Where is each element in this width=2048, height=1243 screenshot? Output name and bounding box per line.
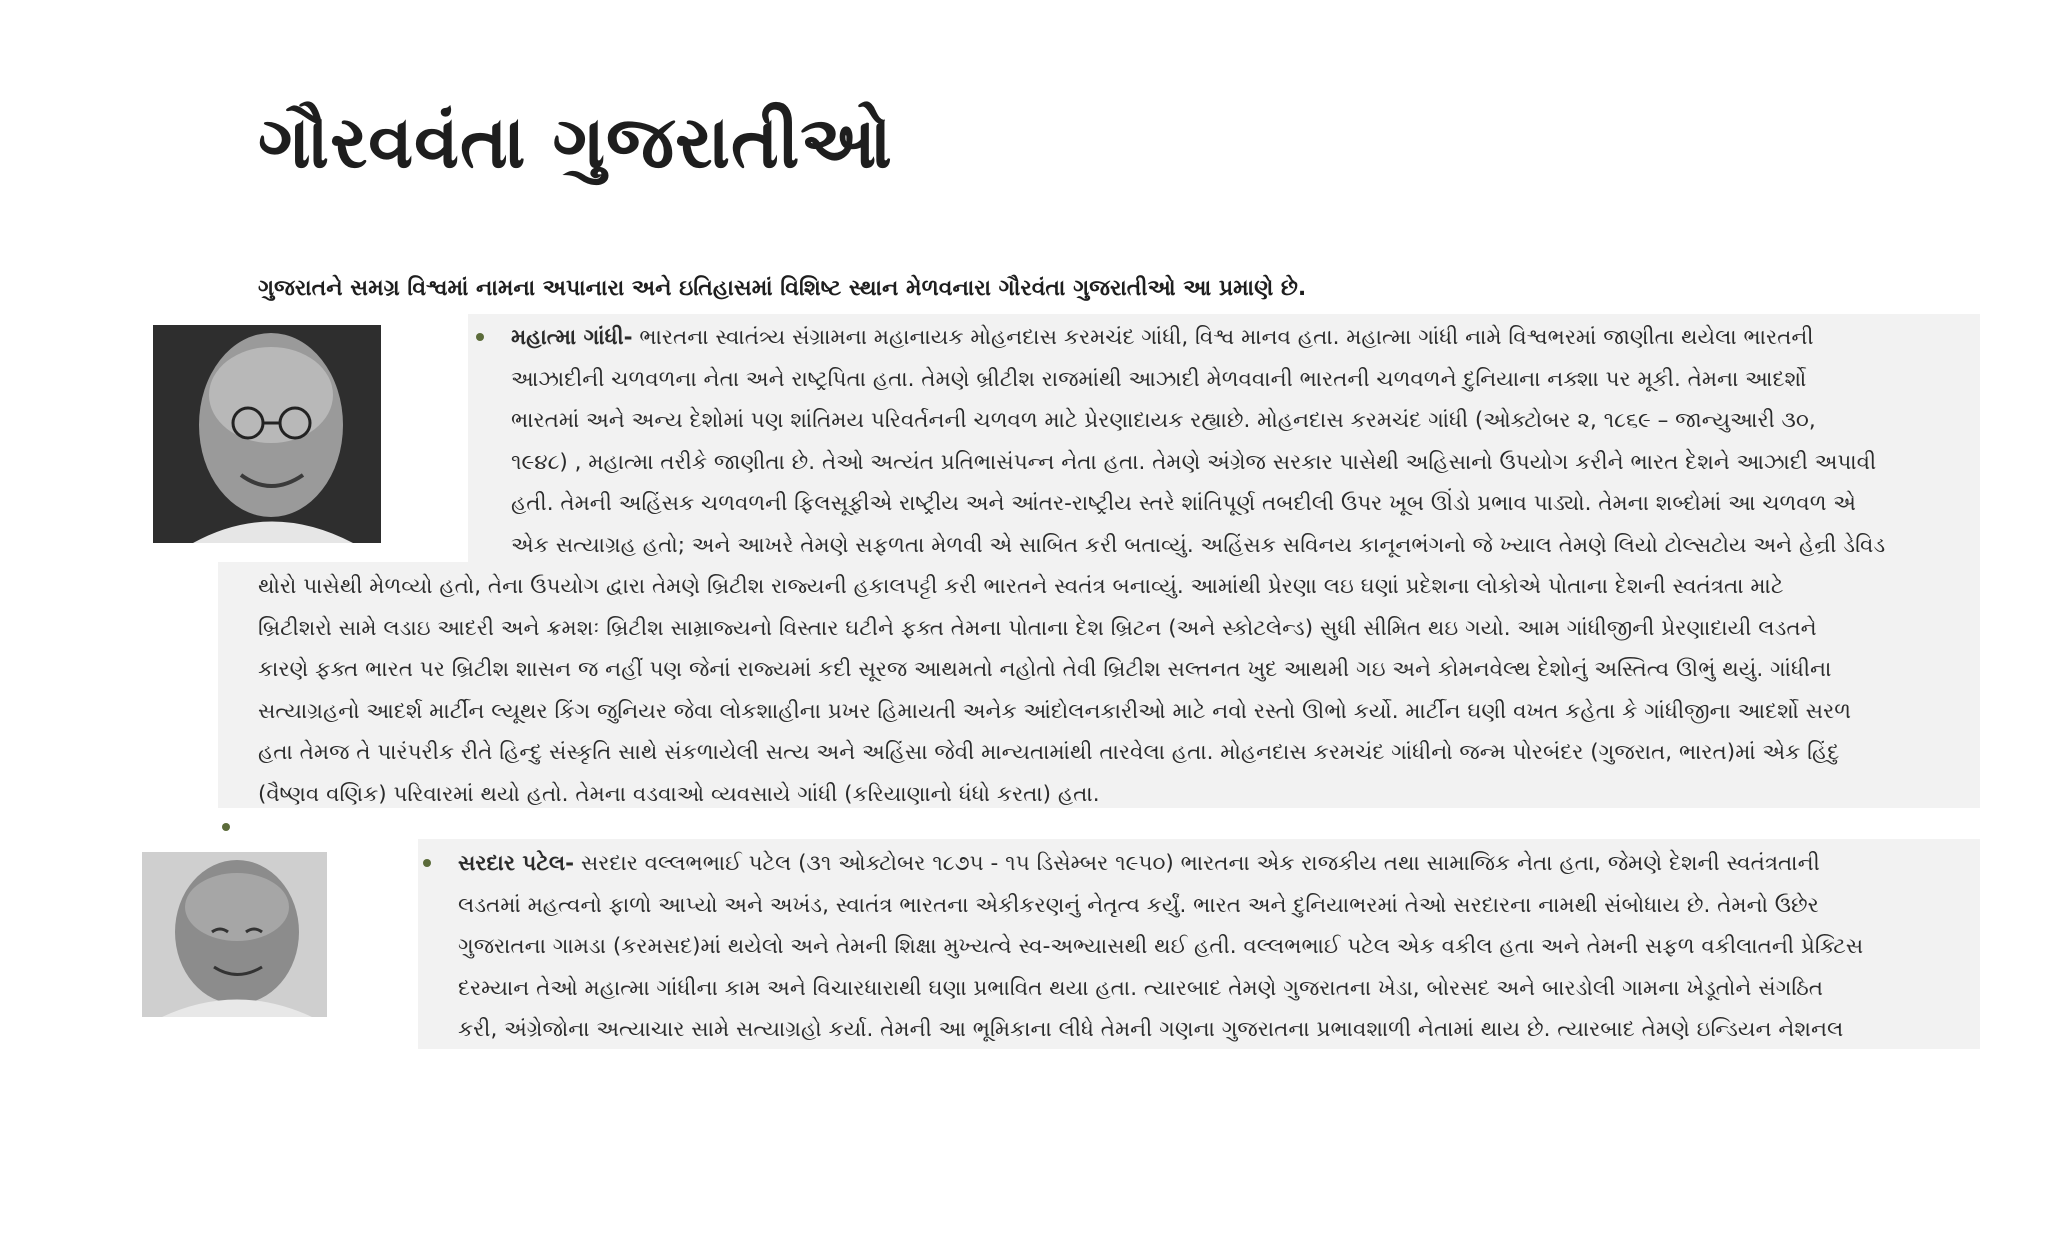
bullet-empty xyxy=(222,823,230,831)
patel-portrait-illustration xyxy=(142,852,327,1017)
gandhi-line: ભારતમાં અને અન્ય દેશોમાં પણ શાંતિમય પરિવર્તનની ચળવળ માટે પ્રેરણાદાયક રહ્યાછે. મોહનદાસ કરમચંદ ગાંધી (ઓક્ટોબર ૨, ૧૮૬૯ – જાન્યુઆરી ૩૦, xyxy=(511,408,1816,433)
gandhi-line: હતા તેમજ તે પારંપરીક રીતે હિન્દુ સંસ્કૃતિ સાથે સંકળાયેલી સત્ય અને અહિંસા જેવી માન્યતામાંથી તારવેલા હતા. મોહનદાસ કરમચંદ ગાંધીનો જન્મ પોરબંદર (ગુજરાત, ભારત)માં એક હિંદુ xyxy=(258,740,1840,765)
patel-line: ગુજરાતના ગામડા (કરમસદ)માં થયેલો અને તેમની શિક્ષા મુખ્યત્વે સ્વ-અભ્યાસથી થઈ હતી. વલ્લભભાઈ પટેલ એક વકીલ હતા અને તેમની સફળ વકીલાતની પ્રેક્ટિસ xyxy=(458,934,1864,959)
gandhi-line-text: ભારતના સ્વાતંત્ર્ય સંગ્રામના મહાનાયક મોહનદાસ કરમચંદ ગાંધી, વિશ્વ માનવ હતા. મહાત્મા ગાંધી નામે વિશ્વભરમાં જાણીતા થયેલા ભારતની xyxy=(632,325,1814,350)
patel-line: લડતમાં મહત્વનો ફાળો આપ્યો અને અખંડ, સ્વાતંત્ર ભારતના એકીકરણનું નેતૃત્વ કર્યું. ભારત અને દુનિયાભરમાં તેઓ સરદારના નામથી સંબોધાય છે. તેમનો ઉછેર xyxy=(458,892,1819,918)
gandhi-line: કારણે ફક્ત ભારત પર બ્રિટીશ શાસન જ નહીં પણ જેનાં રાજ્યમાં કદી સૂરજ આથમતો નહોતો તેવી બ્રિટીશ સલ્તનત ખુદ આથમી ગઇ અને કોમનવેલ્થ દેશોનું અસ્તિત્વ ઊભું થયું. ગાંધીના xyxy=(258,657,1832,682)
intro-text: ગુજરાતને સમગ્ર વિશ્વમાં નામના અપાનારા અને ઇતિહાસમાં વિશિષ્ટ સ્થાન મેળવનારા ગૌરવંતા ગુજરાતીઓ આ પ્રમાણે છે. xyxy=(258,276,1307,301)
patel-line: કરી, અંગ્રેજોના અત્યાચાર સામે સત્યાગ્રહો કર્યા. તેમની આ ભૂમિકાના લીધે તેમની ગણના ગુજરાતના પ્રભાવશાળી નેતામાં થાય છે. ત્યારબાદ તેમણે ઇન્ડિયન નેશનલ xyxy=(458,1017,1844,1042)
gandhi-paragraph-bottom xyxy=(258,566,1851,815)
gandhi-line: (વૈષ્ણવ વણિક) પરિવારમાં થયો હતો. તેમના વડવાઓ વ્યવસાયે ગાંધી (કરિયાણાનો ધંધો કરતા) હતા. xyxy=(258,781,1100,807)
bullet-gandhi xyxy=(476,333,484,341)
gandhi-line: આઝાદીની ચળવળના નેતા અને રાષ્ટ્રપિતા હતા. તેમણે બ્રીટીશ રાજમાંથી આઝાદી મેળવવાની ભારતની ચળવળને દુનિયાના નક્શા પર મૂકી. તેમના આદર્શો xyxy=(511,366,1807,392)
gandhi-portrait-image xyxy=(153,325,381,543)
gandhi-lead: મહાત્મા ગાંધી- xyxy=(511,325,633,350)
gandhi-line: હતી. તેમની અહિંસક ચળવળની ફિલસૂફીએ રાષ્ટ્રીય અને આંતર-રાષ્ટ્રીય સ્તરે શાંતિપૂર્ણ તબદીલી ઉપર ખૂબ ઊંડો પ્રભાવ પાડ્યો. તેમના શબ્દોમાં આ ચળવળ એ xyxy=(511,491,1856,516)
gandhi-line: બ્રિટીશરો સામે લડાઇ આદરી અને ક્રમશઃ બ્રિટીશ સામ્રાજ્યનો વિસ્તાર ઘટીને ફક્ત તેમના પોતાના દેશ બ્રિટન (અને સ્કોટલેન્ડ) સુધી સીમિત થઇ ગયો. આમ ગાંધીજીની પ્રેરણાદાયી લડતને xyxy=(258,615,1817,641)
patel-line xyxy=(458,843,1863,885)
gandhi-portrait-illustration xyxy=(153,325,381,543)
bullet-patel xyxy=(423,859,431,867)
gandhi-line xyxy=(511,317,1885,359)
gandhi-paragraph-top xyxy=(511,317,1885,566)
patel-line: દરમ્યાન તેઓ મહાત્મા ગાંધીના કામ અને વિચારધારાથી ઘણા પ્રભાવિત થયા હતા. ત્યારબાદ તેમણે ગુજરાતના ખેડા, બોરસદ અને બારડોલી ગામના ખેડૂતોને સંગઠિત xyxy=(458,975,1824,1001)
patel-paragraph xyxy=(458,843,1863,1051)
gandhi-line: થોરો પાસેથી મેળવ્યો હતો, તેના ઉપયોગ દ્વારા તેમણે બ્રિટીશ રાજ્યની હકાલપટ્ટી કરી ભારતને સ્વતંત્ર બનાવ્યું. આમાંથી પ્રેરણા લઇ ઘણાં પ્રદેશના લોકોએ પોતાના દેશની સ્વતંત્રતા માટે xyxy=(258,574,1784,599)
gandhi-line: ૧૯૪૮) , મહાત્મા તરીકે જાણીતા છે. તેઓ અત્યંત પ્રતિભાસંપન્ન નેતા હતા. તેમણે અંગ્રેજ સરકાર પાસેથી અહિસાનો ઉપયોગ કરીને ભારત દેશને આઝાદી અપાવી xyxy=(511,449,1877,475)
patel-lead: સરદાર પટેલ- xyxy=(458,851,575,876)
patel-line-text: સરદાર વલ્લભભાઈ પટેલ (૩૧ ઓક્ટોબર ૧૮૭૫ - ૧૫ ડિસેમ્બર ૧૯૫૦) ભારતના એક રાજકીય તથા સામાજિક નેતા હતા, જેમણે દેશની સ્વતંત્રતાની xyxy=(574,851,1820,876)
gandhi-line: એક સત્યાગ્રહ હતો; અને આખરે તેમણે સફળતા મેળવી એ સાબિત કરી બતાવ્યું. અહિંસક સવિનય કાનૂનભંગનો જે ખ્યાલ તેમણે લિયો ટોલ્સટોય અને હેન્રી ડેવિડ xyxy=(511,532,1886,558)
slide-title: ગૌરવવંતા ગુજરાતીઓ xyxy=(258,100,893,184)
gandhi-line: સત્યાગ્રહનો આદર્શ માર્ટીન લ્યૂથર કિંગ જુનિયર જેવા લોકશાહીના પ્રખર હિમાયતી અનેક આંદોલનકારીઓ માટે નવો રસ્તો ઊભો કર્યો. માર્ટીન ઘણી વખત કહેતા કે ગાંધીજીના આદર્શો સરળ xyxy=(258,698,1851,724)
patel-portrait-image xyxy=(142,852,327,1017)
